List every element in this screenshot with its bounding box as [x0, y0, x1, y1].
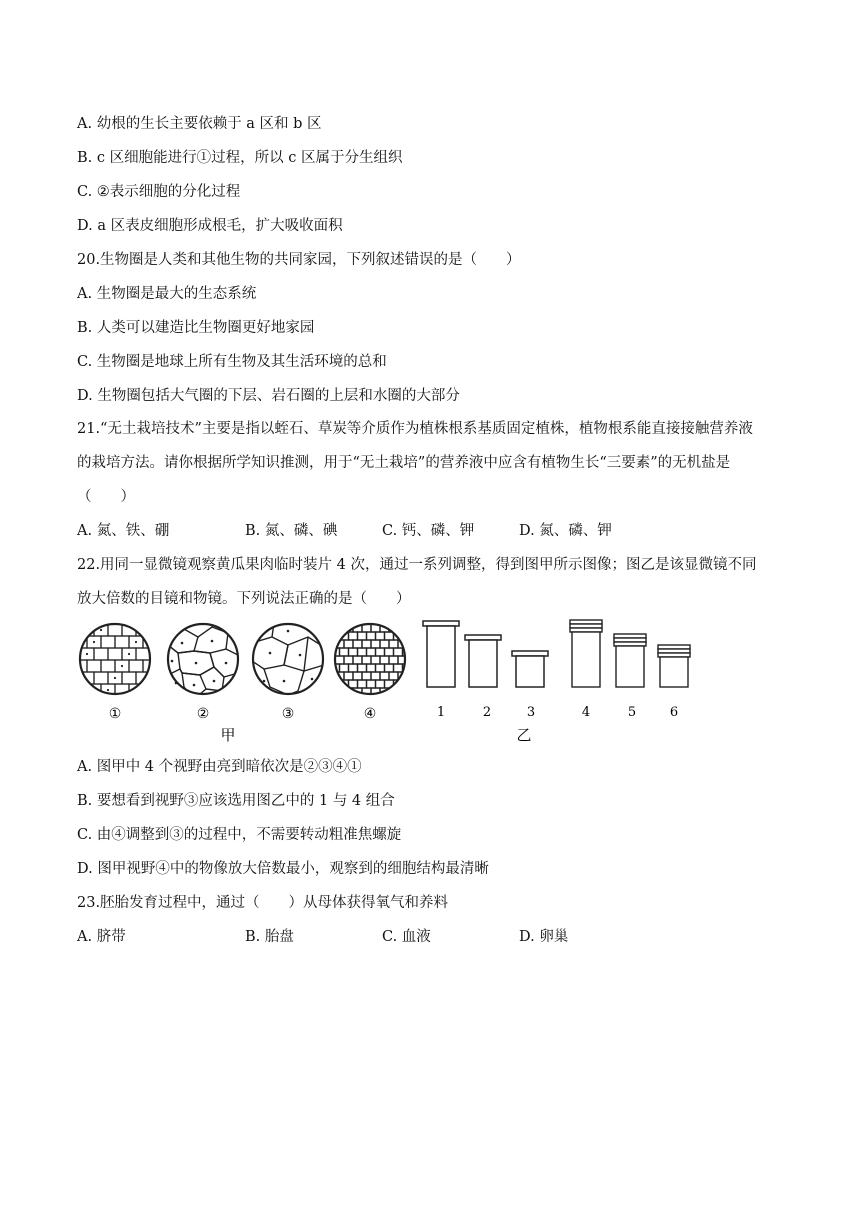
lens-label-4: 4: [581, 705, 591, 720]
q19-option-c: C. ②表示细胞的分化过程: [77, 184, 241, 200]
lens-4: [570, 620, 602, 687]
q22-option-c: C. 由④调整到③的过程中，不需要转动粗准焦螺旋: [77, 827, 402, 843]
view-label-1: ①: [108, 706, 122, 722]
q21-stem-line3: （ ）: [77, 489, 135, 505]
lens-5: [614, 634, 646, 687]
field-of-view-1: [76, 624, 157, 696]
q22-stem-line2: 放大倍数的目镜和物镜。下列说法正确的是（ ）: [77, 591, 411, 607]
field-of-view-2: [168, 619, 238, 699]
q20-option-b: B. 人类可以建造比生物圈更好地家园: [77, 320, 315, 336]
figure-label-jia: 甲: [220, 726, 236, 744]
microscope-figure: [76, 615, 706, 747]
lens-label-1: 1: [436, 705, 446, 720]
field-of-view-3: [252, 623, 324, 695]
q21-option-d: D. 氮、磷、钾: [519, 523, 612, 539]
view-label-3: ③: [281, 706, 295, 722]
lens-3: [512, 651, 548, 687]
view-label-2: ②: [196, 706, 210, 722]
field-of-view-4: [326, 624, 412, 696]
q23-option-c: C. 血液: [382, 929, 431, 945]
q22-stem-line1: 22.用同一显微镜观察黄瓜果肉临时装片 4 次，通过一系列调整，得到图甲所示图像；图乙是该显微镜不同: [77, 557, 757, 573]
lens-label-3: 3: [526, 705, 536, 720]
q22-option-a: A. 图甲中 4 个视野由亮到暗依次是②③④①: [77, 759, 362, 775]
q21-option-b: B. 氮、磷、碘: [245, 523, 338, 539]
q21-stem-line2: 的栽培方法。请你根据所学知识推测，用于“无土栽培”的营养液中应含有植物生长“三要素”的无机盐是: [77, 455, 731, 471]
q19-option-a: A. 幼根的生长主要依赖于 a 区和 b 区: [77, 116, 322, 132]
q22-option-b: B. 要想看到视野③应该选用图乙中的 1 与 4 组合: [77, 793, 395, 809]
q19-option-d: D. a 区表皮细胞形成根毛，扩大吸收面积: [77, 218, 343, 234]
q23-option-a: A. 脐带: [77, 929, 126, 945]
lens-label-5: 5: [627, 705, 637, 720]
lens-6: [658, 645, 690, 687]
q21-option-a: A. 氮、铁、硼: [77, 523, 170, 539]
q20-stem: 20.生物圈是人类和其他生物的共同家园，下列叙述错误的是（ ）: [77, 252, 521, 268]
lens-label-2: 2: [482, 705, 492, 720]
q21-option-c: C. 钙、磷、钾: [382, 523, 475, 539]
lens-1: [423, 621, 459, 687]
q23-option-d: D. 卵巢: [519, 929, 569, 945]
q23-option-b: B. 胎盘: [245, 929, 294, 945]
view-label-4: ④: [363, 706, 377, 722]
figure-label-yi: 乙: [516, 726, 532, 744]
q23-stem: 23.胚胎发育过程中，通过（ ）从母体获得氧气和养料: [77, 895, 449, 911]
q20-option-c: C. 生物圈是地球上所有生物及其生活环境的总和: [77, 354, 387, 370]
lens-2: [465, 635, 501, 687]
q21-stem-line1: 21.“无土栽培技术”主要是指以蛭石、草炭等介质作为植株根系基质固定植株，植物根系能直接接触营养液: [77, 421, 753, 437]
lens-label-6: 6: [669, 705, 679, 720]
q23-options: [77, 925, 777, 945]
q21-options: [77, 519, 777, 539]
q19-option-b: B. c 区细胞能进行①过程，所以 c 区属于分生组织: [77, 150, 403, 166]
q22-option-d: D. 图甲视野④中的物像放大倍数最小，观察到的细胞结构最清晰: [77, 861, 489, 877]
q20-option-d: D. 生物圈包括大气圈的下层、岩石圈的上层和水圈的大部分: [77, 388, 460, 404]
q20-option-a: A. 生物圈是最大的生态系统: [77, 286, 257, 302]
